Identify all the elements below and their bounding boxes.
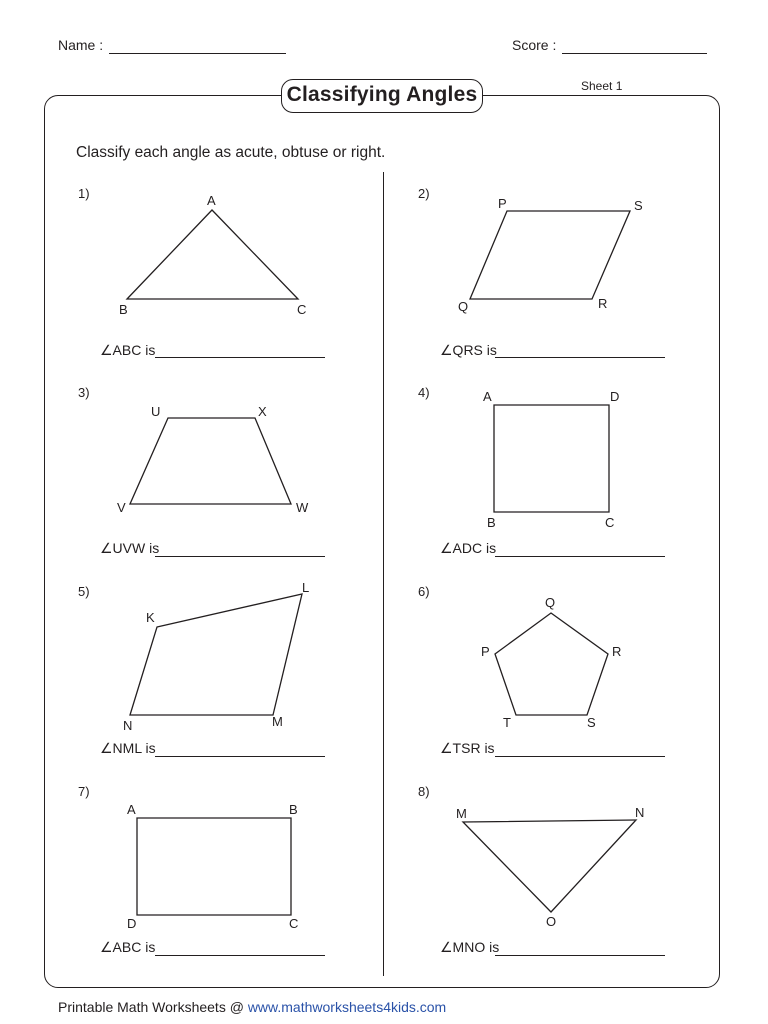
vertex-label: W — [296, 500, 309, 515]
vertex-label: D — [127, 916, 137, 931]
vertex-label: A — [127, 802, 136, 817]
problem-number: 5) — [78, 584, 90, 599]
vertex-label: B — [119, 302, 128, 317]
vertex-label: N — [123, 718, 133, 733]
answer-field[interactable] — [495, 955, 665, 956]
vertex-label: Q — [458, 299, 469, 314]
vertex-label: M — [456, 806, 467, 821]
problem-number: 4) — [418, 385, 430, 400]
answer-prompt: ∠QRS is — [440, 342, 497, 358]
vertex-label: Q — [545, 595, 556, 610]
footer-link[interactable]: www.mathworksheets4kids.com — [247, 999, 447, 1015]
vertex-label: N — [635, 805, 645, 820]
sheet-number: Sheet 1 — [581, 79, 623, 93]
vertex-label: V — [117, 500, 126, 515]
answer-prompt: ∠ABC is — [100, 939, 156, 955]
vertex-label: S — [634, 198, 643, 213]
vertex-label: U — [151, 404, 161, 419]
vertex-label: C — [297, 302, 307, 317]
vertex-label: O — [546, 914, 557, 929]
problem-number: 3) — [78, 385, 90, 400]
vertex-label: K — [146, 610, 155, 625]
answer-prompt: ∠NML is — [100, 740, 156, 756]
vertex-label: S — [587, 715, 596, 730]
vertex-label: A — [207, 193, 216, 208]
vertex-label: R — [612, 644, 622, 659]
answer-prompt: ∠TSR is — [440, 740, 495, 756]
problem-number: 2) — [418, 186, 430, 201]
vertex-label: C — [605, 515, 615, 530]
problem-number: 7) — [78, 784, 90, 799]
vertex-label: X — [258, 404, 267, 419]
vertex-label: M — [272, 714, 283, 729]
answer-prompt: ∠ABC is — [100, 342, 156, 358]
vertex-label: D — [610, 389, 620, 404]
answer-prompt: ∠UVW is — [100, 540, 160, 556]
instructions: Classify each angle as acute, obtuse or right. — [76, 144, 386, 161]
vertex-label: B — [487, 515, 496, 530]
vertex-label: P — [481, 644, 490, 659]
answer-prompt: ∠MNO is — [440, 939, 500, 955]
vertex-label: P — [498, 196, 507, 211]
name-label: Name : — [58, 37, 104, 53]
vertex-label: R — [598, 296, 608, 311]
score-label: Score : — [512, 37, 557, 53]
vertex-label: A — [483, 389, 492, 404]
vertex-label: B — [289, 802, 298, 817]
footer-text: Printable Math Worksheets @ — [58, 999, 248, 1015]
worksheet-title: Classifying Angles — [281, 79, 483, 113]
problem-number: 1) — [78, 186, 90, 201]
triangle-shape — [463, 820, 636, 912]
answer-prompt: ∠ADC is — [440, 540, 497, 556]
vertex-label: T — [503, 715, 511, 730]
problem-number: 8) — [418, 784, 430, 799]
vertex-label: L — [302, 580, 310, 595]
problem-number: 6) — [418, 584, 430, 599]
vertex-label: C — [289, 916, 299, 931]
footer — [58, 999, 446, 1015]
